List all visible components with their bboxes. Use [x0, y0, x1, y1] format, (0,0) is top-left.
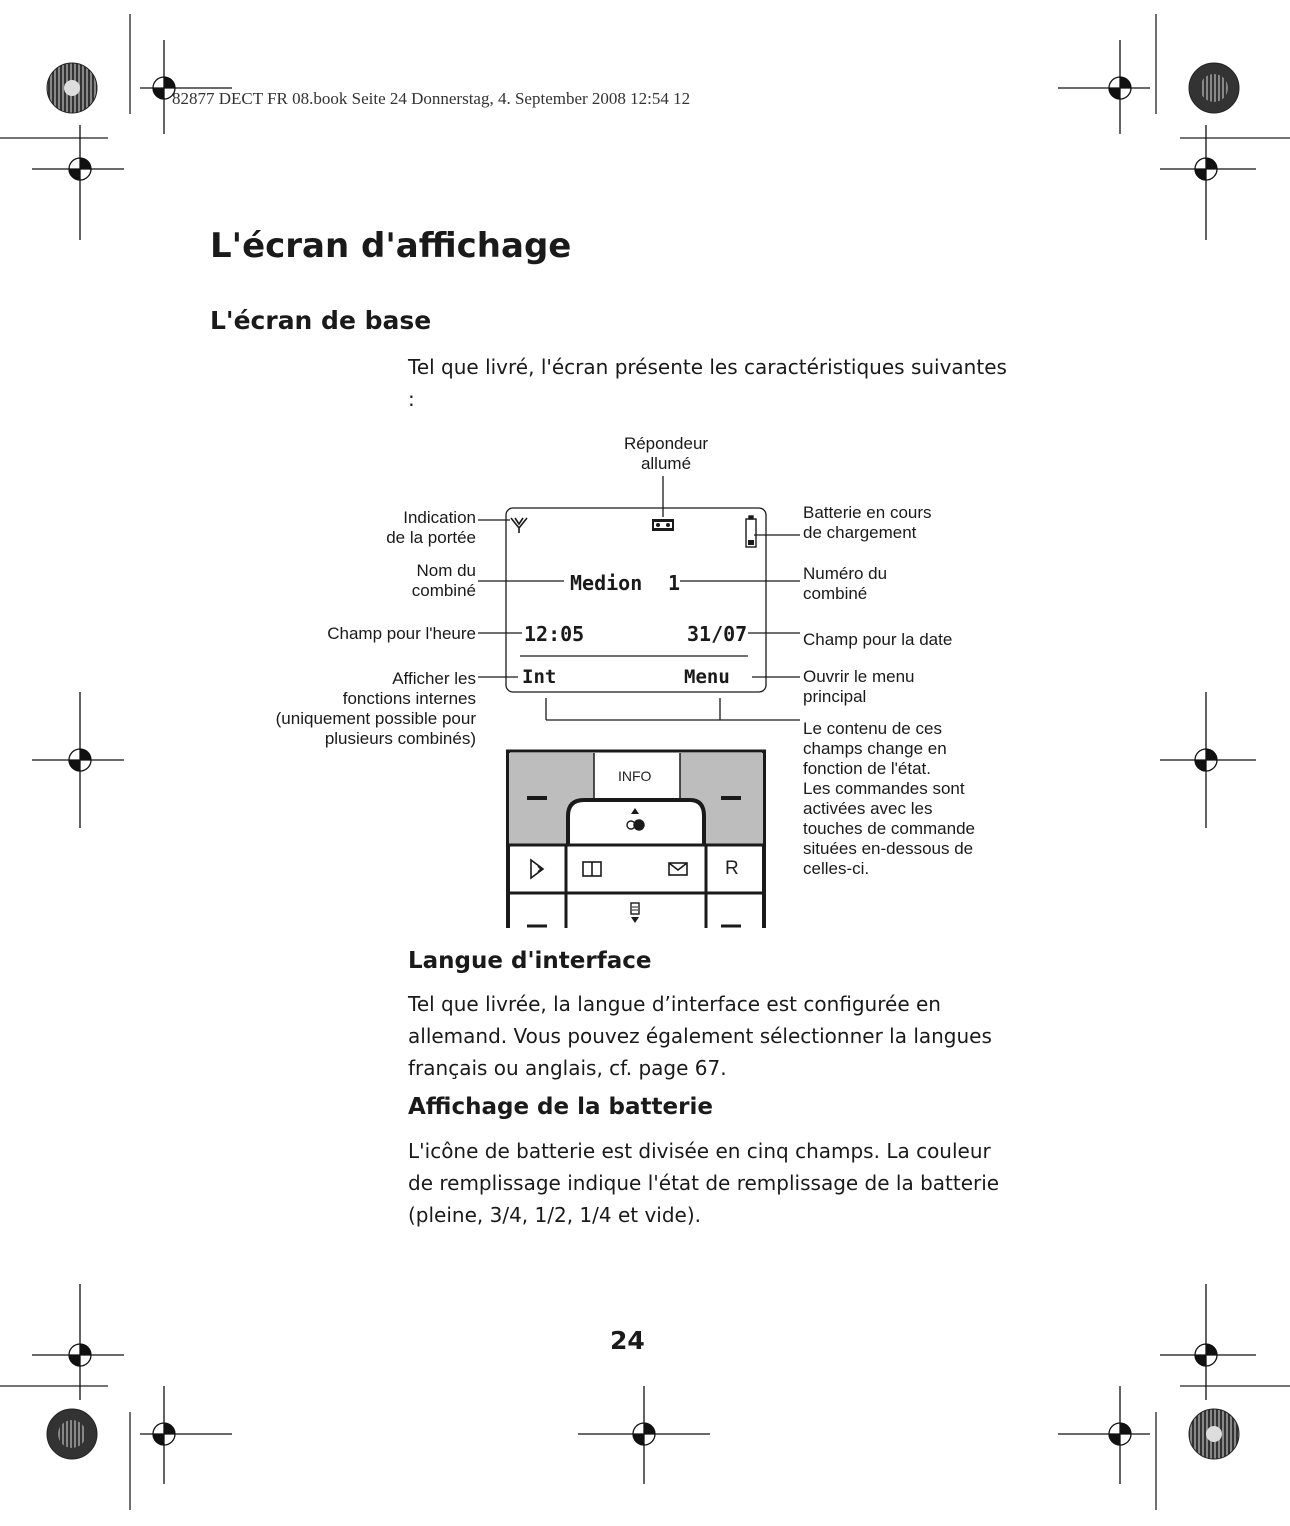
print-header: 82877 DECT FR 08.book Seite 24 Donnerstag, 4. September 2008 12:54 12 [172, 89, 691, 108]
lcd-left-softkey: Int [522, 666, 557, 688]
answering-machine-icon [652, 519, 674, 531]
battery-heading: Affichage de la batterie [408, 1094, 713, 1120]
lcd-date: 31/07 [687, 622, 748, 646]
label-internal-functions: Afficher les fonctions internes (uniquement possible pour plusieurs combinés) [275, 669, 476, 748]
battery-paragraph: L'icône de batterie est divisée en cinq champs. La couleur de remplissage indique l'état de remplissage de la batterie (pleine, 3/4, 1/2, 1/4 et vide). [408, 1139, 1000, 1227]
antenna-icon [511, 518, 527, 533]
intro-paragraph: Tel que livré, l'écran présente les caractéristiques suivantes : [408, 355, 1007, 411]
battery-icon [746, 516, 756, 547]
page-title: L'écran d'affichage [210, 226, 572, 266]
label-softkeys: Le contenu de ces champs change en fonction de l'état. Les commandes sont activées avec les touches de commande situées en-dessous de celles-ci. [803, 719, 975, 878]
label-answering-machine: Répondeur allumé [623, 434, 709, 473]
r-key: R [725, 858, 739, 879]
language-paragraph: Tel que livrée, la langue d’interface est configurée en allemand. Vous pouvez également sélectionner la langues français ou anglais, cf. page 67. [408, 992, 992, 1080]
label-range: Indication de la portée [386, 508, 476, 547]
lcd-handset-number: 1 [668, 571, 681, 595]
label-menu: Ouvrir le menu principal [803, 667, 915, 706]
language-heading: Langue d'interface [408, 948, 652, 974]
label-handset-number: Numéro du combiné [803, 564, 888, 603]
lcd-handset-name: Medion [570, 571, 643, 595]
page-number: 24 [610, 1326, 645, 1355]
label-handset-name: Nom du combiné [411, 561, 476, 600]
section-heading: L'écran de base [210, 306, 432, 335]
lcd-time: 12:05 [524, 622, 585, 646]
label-date-field: Champ pour la date [803, 630, 953, 649]
label-battery: Batterie en cours de chargement [803, 503, 932, 542]
label-time-field: Champ pour l'heure [327, 624, 476, 643]
lcd-right-softkey: Menu [684, 666, 730, 688]
info-key: INFO [618, 768, 652, 784]
lcd-frame [506, 508, 766, 692]
